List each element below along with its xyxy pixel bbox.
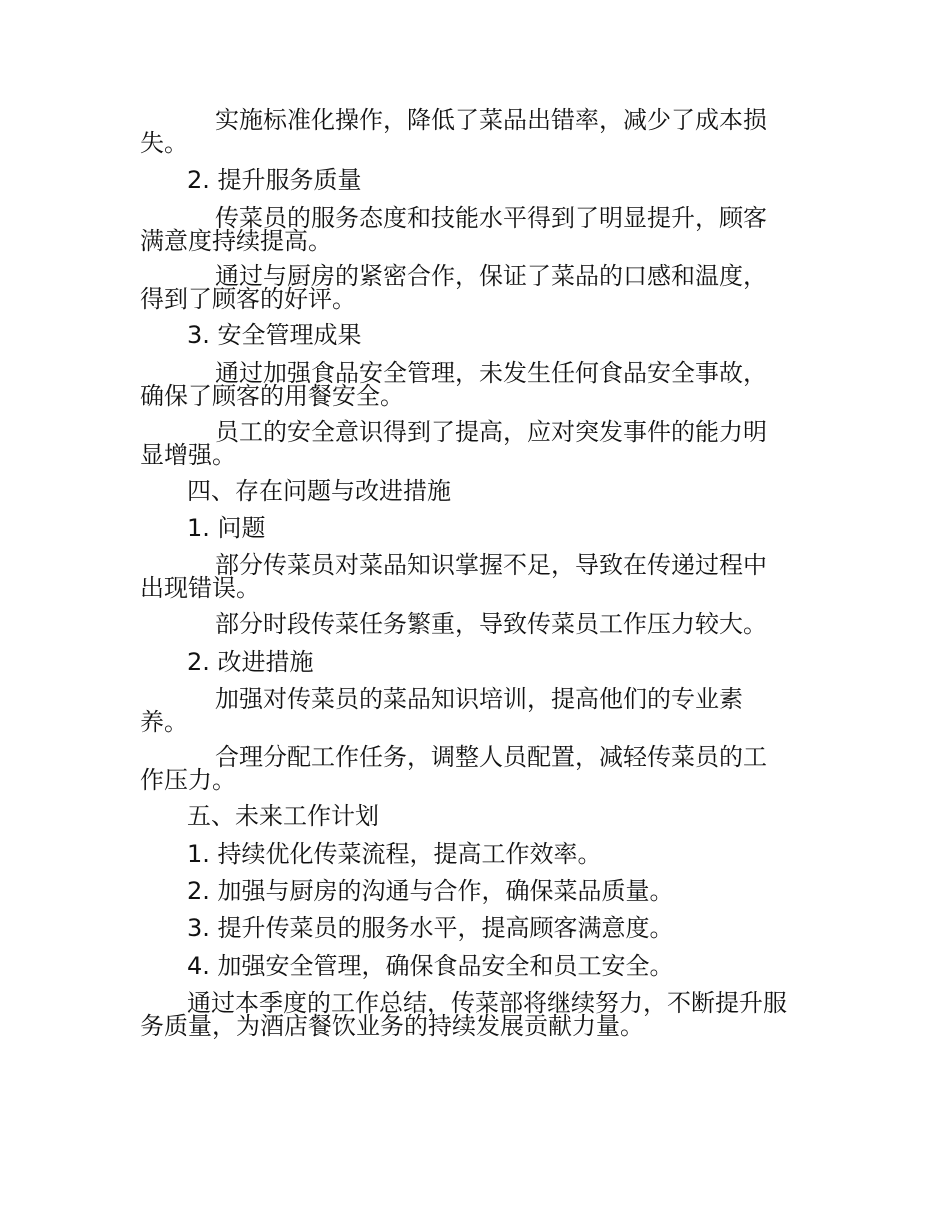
text-line: 养。 bbox=[140, 708, 188, 736]
text-line: 失。 bbox=[140, 129, 188, 157]
section-heading: 3. 安全管理成果 bbox=[187, 321, 362, 349]
section-heading: 2. 提升服务质量 bbox=[187, 166, 362, 194]
text-line: 出现错误。 bbox=[140, 574, 260, 602]
text-line: 满意度持续提高。 bbox=[140, 227, 332, 255]
text-line: 合理分配工作任务，调整人员配置，减轻传菜员的工 bbox=[215, 743, 767, 771]
text-line: 显增强。 bbox=[140, 441, 236, 469]
section-heading: 四、存在问题与改进措施 bbox=[187, 477, 451, 505]
text-line: 作压力。 bbox=[140, 766, 236, 794]
text-line: 部分传菜员对菜品知识掌握不足，导致在传递过程中 bbox=[215, 551, 767, 579]
text-line: 通过本季度的工作总结，传菜部将继续努力，不断提升服 bbox=[187, 989, 787, 1017]
text-line: 员工的安全意识得到了提高，应对突发事件的能力明 bbox=[215, 418, 767, 446]
text-line: 传菜员的服务态度和技能水平得到了明显提升，顾客 bbox=[215, 204, 767, 232]
text-line: 通过加强食品安全管理，未发生任何食品安全事故， bbox=[215, 359, 767, 387]
text-line: 得到了顾客的好评。 bbox=[140, 285, 356, 313]
list-item: 3. 提升传菜员的服务水平，提高顾客满意度。 bbox=[187, 914, 674, 942]
section-heading: 2. 改进措施 bbox=[187, 648, 314, 676]
list-item: 4. 加强安全管理，确保食品安全和员工安全。 bbox=[187, 952, 674, 980]
text-line: 实施标准化操作，降低了菜品出错率，减少了成本损 bbox=[215, 106, 767, 134]
text-line: 确保了顾客的用餐安全。 bbox=[140, 382, 404, 410]
text-line: 加强对传菜员的菜品知识培训，提高他们的专业素 bbox=[215, 685, 743, 713]
section-heading: 五、未来工作计划 bbox=[187, 802, 379, 830]
text-line: 通过与厨房的紧密合作，保证了菜品的口感和温度， bbox=[215, 262, 767, 290]
section-heading: 1. 问题 bbox=[187, 514, 266, 542]
text-line: 部分时段传菜任务繁重，导致传菜员工作压力较大。 bbox=[215, 610, 767, 638]
list-item: 2. 加强与厨房的沟通与合作，确保菜品质量。 bbox=[187, 877, 674, 905]
text-line: 务质量，为酒店餐饮业务的持续发展贡献力量。 bbox=[140, 1012, 644, 1040]
list-item: 1. 持续优化传菜流程，提高工作效率。 bbox=[187, 840, 602, 868]
